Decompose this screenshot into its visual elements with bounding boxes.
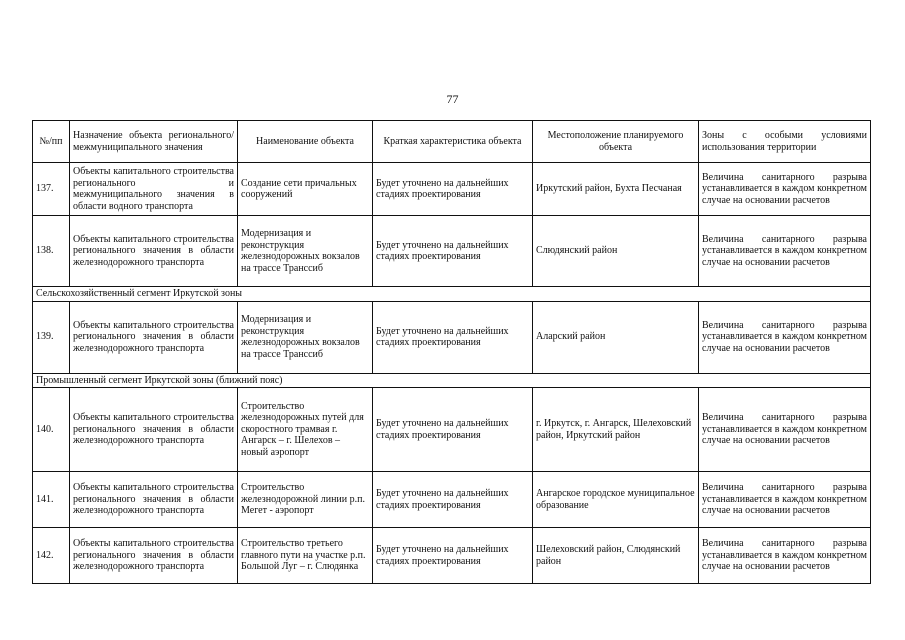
page-number: 77 xyxy=(446,92,459,106)
header-name: Наименование объекта xyxy=(238,121,373,163)
row-name: Модернизация и реконструкция железнодорожных вокзалов на трассе Транссиб xyxy=(238,216,373,287)
section-row xyxy=(33,287,871,302)
row-purpose: Объекты капитального строительства регионального и межмуниципального значения в области водного транспорта xyxy=(70,163,238,216)
header-characteristic: Краткая характеристика объекта xyxy=(373,121,533,163)
table-row xyxy=(33,216,871,287)
row-zones: Величина санитарного разрыва устанавливается в каждом конкретном случае на основании расчетов xyxy=(699,301,871,373)
row-characteristic: Будет уточнено на дальнейших стадиях проектирования xyxy=(373,301,533,373)
table-row xyxy=(33,301,871,373)
row-zones: Величина санитарного разрыва устанавливается в каждом конкретном случае на основании расчетов xyxy=(699,528,871,584)
row-zones: Величина санитарного разрыва устанавливается в каждом конкретном случае на основании расчетов xyxy=(699,388,871,472)
row-location: Иркутский район, Бухта Песчаная xyxy=(533,163,699,216)
row-location: г. Иркутск, г. Ангарск, Шелеховский район, Иркутский район xyxy=(533,388,699,472)
row-zones: Величина санитарного разрыва устанавливается в каждом конкретном случае на основании расчетов xyxy=(699,163,871,216)
row-name: Строительство железнодорожной линии р.п. Мегет - аэропорт xyxy=(238,472,373,528)
section-title: Промышленный сегмент Иркутской зоны (ближний пояс) xyxy=(33,373,871,388)
row-name: Строительство третьего главного пути на участке р.п. Большой Луг – г. Слюдянка xyxy=(238,528,373,584)
row-characteristic: Будет уточнено на дальнейших стадиях проектирования xyxy=(373,528,533,584)
row-purpose: Объекты капитального строительства регионального значения в области железнодорожного транспорта xyxy=(70,528,238,584)
row-number: 137. xyxy=(33,163,70,216)
row-number: 139. xyxy=(33,301,70,373)
table-row xyxy=(33,472,871,528)
section-title: Сельскохозяйственный сегмент Иркутской зоны xyxy=(33,287,871,302)
header-purpose: Назначение объекта регионального/ межмуниципального значения xyxy=(70,121,238,163)
row-characteristic: Будет уточнено на дальнейших стадиях проектирования xyxy=(373,472,533,528)
row-location: Ангарское городское муниципальное образование xyxy=(533,472,699,528)
row-number: 140. xyxy=(33,388,70,472)
row-zones: Величина санитарного разрыва устанавливается в каждом конкретном случае на основании расчетов xyxy=(699,216,871,287)
table-header-row xyxy=(33,121,871,163)
header-num: №/пп xyxy=(33,121,70,163)
table-row xyxy=(33,528,871,584)
row-zones: Величина санитарного разрыва устанавливается в каждом конкретном случае на основании расчетов xyxy=(699,472,871,528)
row-purpose: Объекты капитального строительства регионального значения в области железнодорожного транспорта xyxy=(70,216,238,287)
row-name: Создание сети причальных сооружений xyxy=(238,163,373,216)
row-location: Аларский район xyxy=(533,301,699,373)
row-location: Шелеховский район, Слюдянский район xyxy=(533,528,699,584)
row-characteristic: Будет уточнено на дальнейших стадиях проектирования xyxy=(373,163,533,216)
row-name: Строительство железнодорожных путей для скоростного трамвая г. Ангарск – г. Шелехов – новый аэропорт xyxy=(238,388,373,472)
row-name: Модернизация и реконструкция железнодорожных вокзалов на трассе Транссиб xyxy=(238,301,373,373)
header-location: Местоположение планируемого объекта xyxy=(533,121,699,163)
row-purpose: Объекты капитального строительства регионального значения в области железнодорожного транспорта xyxy=(70,388,238,472)
table-row xyxy=(33,163,871,216)
row-purpose: Объекты капитального строительства регионального значения в области железнодорожного транспорта xyxy=(70,472,238,528)
row-characteristic: Будет уточнено на дальнейших стадиях проектирования xyxy=(373,216,533,287)
row-number: 141. xyxy=(33,472,70,528)
header-zones: Зоны с особыми условиями использования территории xyxy=(699,121,871,163)
row-number: 142. xyxy=(33,528,70,584)
section-row xyxy=(33,373,871,388)
row-location: Слюдянский район xyxy=(533,216,699,287)
objects-table xyxy=(32,120,871,584)
row-number: 138. xyxy=(33,216,70,287)
row-purpose: Объекты капитального строительства регионального значения в области железнодорожного транспорта xyxy=(70,301,238,373)
row-characteristic: Будет уточнено на дальнейших стадиях проектирования xyxy=(373,388,533,472)
table-row xyxy=(33,388,871,472)
